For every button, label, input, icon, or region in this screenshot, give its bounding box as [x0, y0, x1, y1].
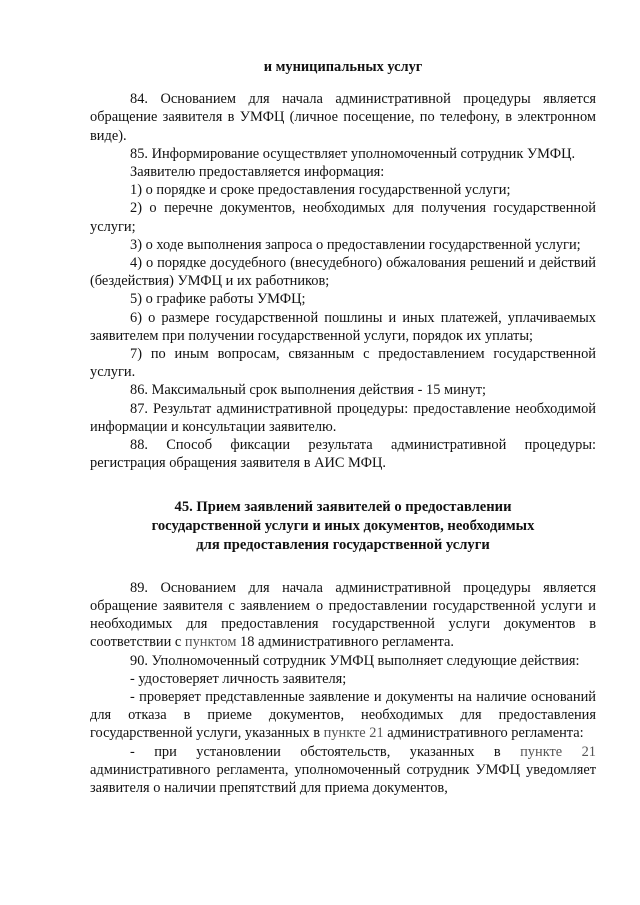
paragraph-87: 87. Результат административной процедуры: предоставление необходимой информации и консультации заявителю. [90, 400, 596, 435]
list-item-1: 1) о порядке и сроке предоставления государственной услуги; [130, 182, 511, 199]
action-item-check-text-end: административного регламента: [383, 725, 584, 742]
paragraph-88: 88. Способ фиксации результата административной процедуры: регистрация обращения заявителя в АИС МФЦ. [90, 437, 596, 472]
regulation-link-21[interactable]: пункте 21 [323, 725, 384, 742]
action-item-notify [90, 743, 596, 798]
list-item-6: 6) о размере государственной пошлины и иных платежей, уплачиваемых заявителем при получении государственной услуги, порядок их уплаты; [90, 309, 596, 344]
paragraph-info-intro: Заявителю предоставляется информация: [130, 164, 385, 181]
paragraph-89 [90, 579, 596, 652]
action-item-notify-text: - при установлении обстоятельств, указанных в [130, 743, 521, 760]
paragraph-85: 85. Информирование осуществляет уполномоченный сотрудник УМФЦ. [130, 145, 576, 162]
paragraph-89-text-end: 18 административного регламента. [236, 634, 454, 651]
section-heading-line: для предоставления государственной услуги [196, 537, 490, 554]
document-page [90, 58, 596, 797]
list-item-3: 3) о ходе выполнения запроса о предоставлении государственной услуги; [130, 236, 581, 253]
list-item-2: 2) о перечне документов, необходимых для получения государственной услуги; [90, 200, 596, 235]
paragraph-86: 86. Максимальный срок выполнения действия - 15 минут; [130, 382, 487, 399]
section-heading-line: государственной услуги и иных документов, необходимых [151, 518, 535, 535]
list-item-4: 4) о порядке досудебного (внесудебного) обжалования решений и действий (бездействия) УМФЦ и их работников; [90, 255, 596, 290]
page-header-title: и муниципальных услуг [263, 59, 423, 75]
action-item-check-text: - проверяет представленные заявление и документы на наличие оснований для отказа в приеме документов, необходимых для предоставления государственной услуги, указанных в [90, 689, 596, 742]
section-heading-line: 45. Прием заявлений заявителей о предоставлении [174, 499, 512, 516]
paragraph-89-text: 89. Основанием для начала административной процедуры является обращение заявителя с заявлением о предоставлении государственной услуги и необходимых для предоставления государственной услуги документов в соответствии с [90, 579, 596, 651]
regulation-link-18[interactable]: пунктом [184, 634, 237, 651]
action-item-notify-text-end: административного регламента, уполномоченный сотрудник УМФЦ уведомляет заявителя о наличии препятствий для приема документов, [90, 761, 596, 797]
action-item-check [90, 688, 596, 743]
list-item-7: 7) по иным вопросам, связанным с предоставлением государственной услуги. [90, 346, 596, 381]
paragraph-84: 84. Основанием для начала административной процедуры является обращение заявителя в УМФЦ (личное посещение, по телефону, в электронном виде). [90, 91, 596, 144]
list-item-5: 5) о графике работы УМФЦ; [130, 291, 306, 308]
action-item-identify: - удостоверяет личность заявителя; [130, 670, 347, 687]
section-heading-45 [90, 498, 596, 554]
regulation-link-21b[interactable]: пункте 21 [520, 743, 596, 760]
paragraph-90: 90. Уполномоченный сотрудник УМФЦ выполняет следующие действия: [130, 652, 580, 669]
